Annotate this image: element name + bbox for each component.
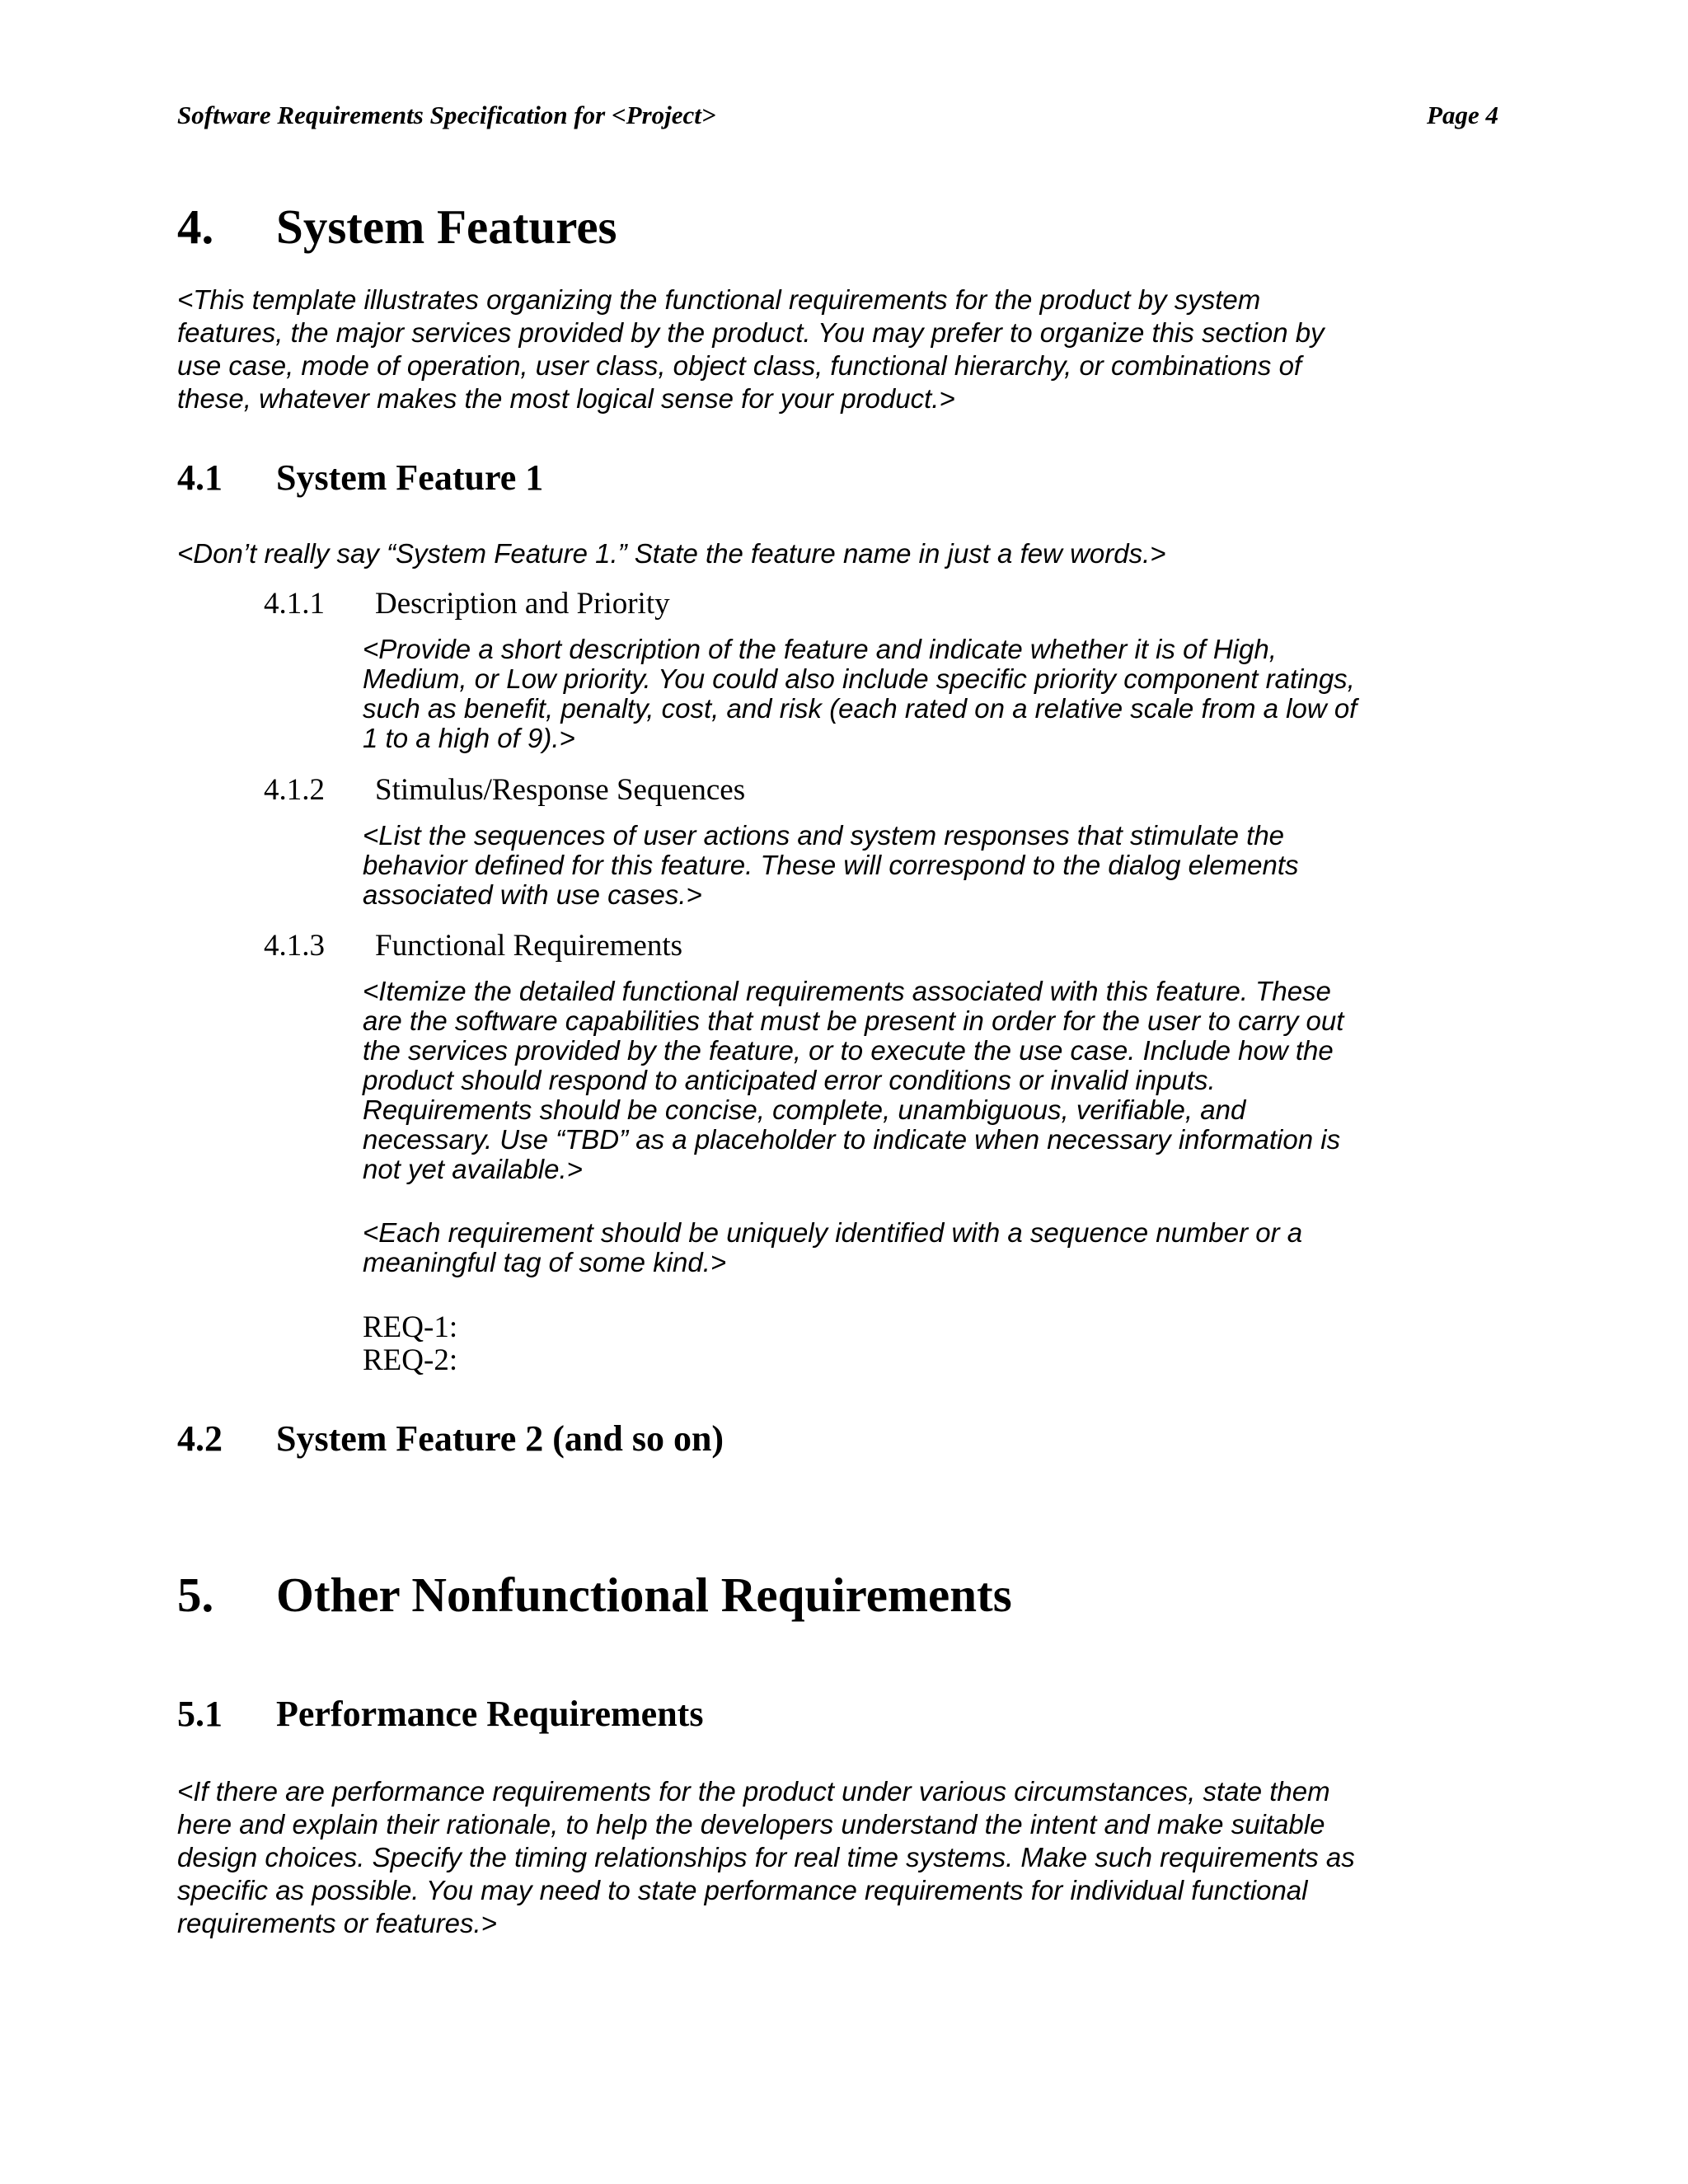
text-line: requirements or features.> (177, 1908, 497, 1938)
heading-title: Performance Requirements (276, 1694, 704, 1734)
text-line: here and explain their rationale, to help the developers understand the intent and make suitable (177, 1809, 1325, 1840)
text-line: <Each requirement should be uniquely identified with a sequence number or a (363, 1217, 1303, 1248)
text-line: <Provide a short description of the feature and indicate whether it is of High, (363, 634, 1277, 664)
text-line: Requirements should be concise, complete, unambiguous, verifiable, and (363, 1094, 1246, 1125)
heading-title: System Feature 2 (and so on) (276, 1418, 724, 1459)
heading-section-4-1 (177, 457, 1001, 501)
text-line: are the software capabilities that must be present in order for the user to carry out (363, 1005, 1344, 1036)
text-line: such as benefit, penalty, cost, and risk (each rated on a relative scale from a low of (363, 693, 1357, 724)
text-line: not yet available.> (363, 1154, 583, 1184)
heading-title: System Features (276, 199, 617, 254)
text-line: Medium, or Low priority. You could also include specific priority component ratings, (363, 663, 1355, 694)
heading-section-4-1-1 (264, 588, 1006, 623)
text-line: the services provided by the feature, or to execute the use case. Include how the (363, 1035, 1334, 1066)
requirement-item: REQ-1: (363, 1310, 458, 1344)
heading-title: Functional Requirements (375, 929, 683, 963)
heading-title: Description and Priority (375, 587, 670, 621)
header-page-number: Page 4 (1427, 101, 1498, 129)
text-line: <If there are performance requirements for the product under various circumstances, state them (177, 1776, 1330, 1807)
section-4-intro (177, 284, 1325, 415)
text-line: <List the sequences of user actions and system responses that stimulate the (363, 820, 1285, 851)
text-line: these, whatever makes the most logical sense for your product.> (177, 383, 955, 414)
text-line: features, the major services provided by the product. You may prefer to organize this section by (177, 317, 1325, 348)
heading-number: 4.1.2 (264, 773, 325, 807)
heading-number: 4.1.3 (264, 929, 325, 963)
heading-number: 4.1.1 (264, 587, 325, 621)
section-4-1-3-body-2 (363, 1218, 1302, 1277)
heading-title: System Feature 1 (276, 457, 544, 498)
heading-section-4-2 (177, 1418, 1166, 1462)
running-header (177, 101, 1498, 135)
heading-number: 5. (177, 1568, 214, 1622)
text-line: meaningful tag of some kind.> (363, 1247, 727, 1277)
text-line: <Don’t really say “System Feature 1.” State the feature name in just a few words.> (177, 538, 1166, 569)
section-4-1-1-body (363, 635, 1357, 753)
header-title: Software Requirements Specification for <Project> (177, 101, 716, 129)
section-4-1-2-body (363, 821, 1299, 910)
heading-number: 4.2 (177, 1418, 223, 1459)
heading-number: 4. (177, 199, 214, 254)
text-line: behavior defined for this feature. These will correspond to the dialog elements (363, 850, 1299, 880)
text-line: associated with use cases.> (363, 879, 702, 910)
heading-title: Other Nonfunctional Requirements (276, 1568, 1012, 1622)
heading-title: Stimulus/Response Sequences (375, 773, 746, 807)
heading-section-5 (177, 1568, 1414, 1624)
section-4-1-3-body (363, 977, 1343, 1184)
text-line: 1 to a high of 9).> (363, 723, 575, 753)
section-4-1-note (177, 537, 1166, 570)
heading-section-4-1-2 (264, 775, 1006, 809)
text-line: specific as possible. You may need to state performance requirements for individual functional (177, 1875, 1308, 1905)
text-line: design choices. Specify the timing relationships for real time systems. Make such requirements as (177, 1842, 1355, 1872)
text-line: necessary. Use “TBD” as a placeholder to indicate when necessary information is (363, 1124, 1341, 1155)
heading-section-5-1 (177, 1696, 1166, 1737)
text-line: <Itemize the detailed functional requirements associated with this feature. These (363, 976, 1331, 1006)
heading-section-4-1-3 (264, 930, 1006, 965)
heading-number: 4.1 (177, 457, 223, 498)
requirement-item: REQ-2: (363, 1343, 458, 1377)
heading-section-4 (177, 199, 1001, 256)
text-line: <This template illustrates organizing the functional requirements for the product by system (177, 284, 1261, 315)
heading-number: 5.1 (177, 1694, 223, 1734)
text-line: product should respond to anticipated error conditions or invalid inputs. (363, 1065, 1216, 1095)
section-5-1-body (177, 1775, 1355, 1940)
requirement-list (363, 1311, 457, 1377)
text-line: use case, mode of operation, user class, object class, functional hierarchy, or combinations of (177, 350, 1302, 381)
